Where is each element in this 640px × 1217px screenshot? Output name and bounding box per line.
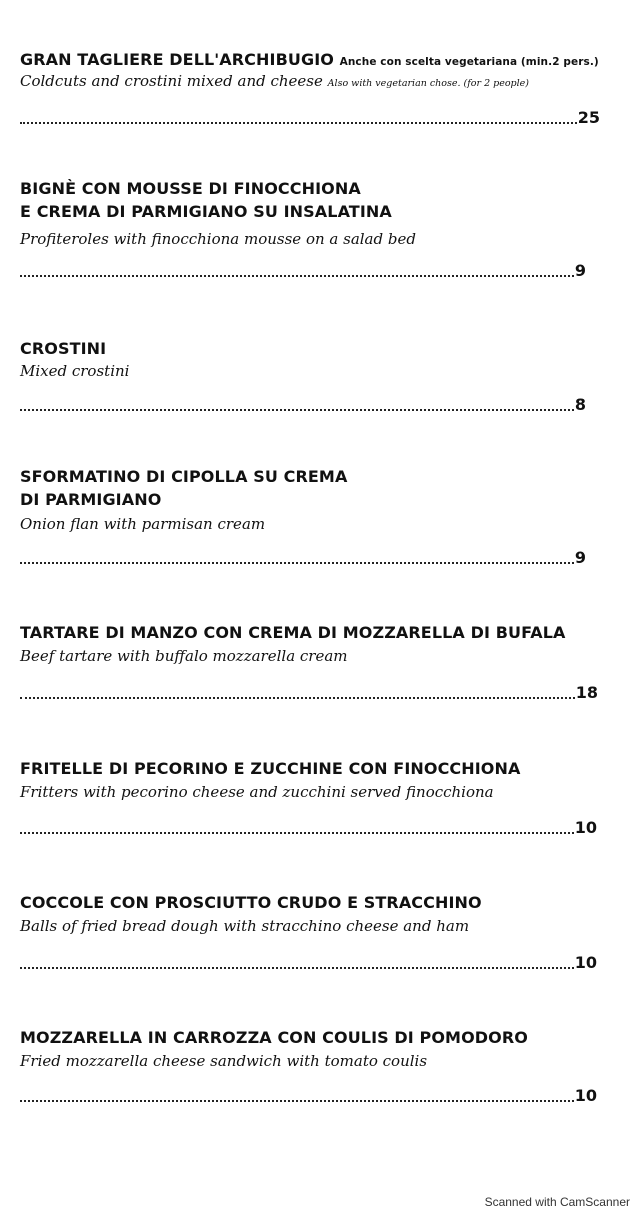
- price-row: [20, 953, 597, 973]
- menu-item: [20, 621, 600, 711]
- item-description: Mixed crostini: [20, 362, 130, 380]
- price-row: [20, 1086, 597, 1106]
- item-price: 9: [574, 261, 586, 280]
- item-price: 8: [574, 395, 586, 414]
- item-title-line: FRITELLE DI PECORINO E ZUCCHINE CON FINOCCHIONA: [20, 759, 521, 778]
- item-description: Fried mozzarella cheese sandwich with tomato coulis: [20, 1052, 428, 1070]
- item-description: Onion flan with parmisan cream: [20, 515, 266, 533]
- price-row: [20, 108, 600, 128]
- price-row: [20, 261, 586, 281]
- item-price: 10: [574, 818, 597, 837]
- item-price: 10: [574, 1086, 597, 1105]
- dot-leader: [20, 122, 577, 124]
- dot-leader: [20, 275, 574, 277]
- item-description-text: Coldcuts and crostini mixed and cheese: [20, 72, 323, 90]
- dot-leader: [20, 697, 575, 699]
- item-price: 25: [577, 108, 600, 127]
- item-description: [20, 71, 529, 94]
- item-description: Fritters with pecorino cheese and zucchini served finocchiona: [20, 783, 494, 801]
- price-row: [20, 818, 597, 838]
- item-description-note: Also with vegetarian chose. (for 2 people): [327, 78, 529, 89]
- item-description: Balls of fried bread dough with stracchino cheese and ham: [20, 917, 470, 935]
- dot-leader: [20, 1100, 574, 1102]
- item-title: [20, 757, 520, 780]
- item-title: [20, 337, 106, 360]
- menu-item: [20, 465, 600, 575]
- menu-item: [20, 891, 600, 981]
- item-description: Beef tartare with buffalo mozzarella cream: [20, 647, 348, 665]
- item-title-note: Anche con scelta vegetariana (min.2 pers.): [339, 56, 599, 68]
- dot-leader: [20, 967, 574, 969]
- item-price: 9: [574, 548, 586, 567]
- item-title-line: CROSTINI: [20, 339, 107, 358]
- item-title-line: TARTARE DI MANZO CON CREMA DI MOZZARELLA DI BUFALA: [20, 623, 566, 642]
- scanner-watermark: Scanned with CamScanner: [484, 1195, 630, 1209]
- item-title: [20, 177, 392, 223]
- dot-leader: [20, 832, 574, 834]
- item-title-line: GRAN TAGLIERE DELL'ARCHIBUGIO: [20, 50, 334, 69]
- item-title-line: MOZZARELLA IN CARROZZA CON COULIS DI POMODORO: [20, 1028, 528, 1047]
- item-price: 18: [575, 683, 598, 702]
- dot-leader: [20, 562, 574, 564]
- item-title-line: E CREMA DI PARMIGIANO SU INSALATINA: [20, 202, 392, 221]
- menu-item: [20, 177, 600, 287]
- menu-item: [20, 757, 600, 847]
- item-title-line: SFORMATINO DI CIPOLLA SU CREMA: [20, 467, 348, 486]
- item-price: 10: [574, 953, 597, 972]
- menu-item: [20, 1026, 600, 1116]
- item-title-line: BIGNÈ CON MOUSSE DI FINOCCHIONA: [20, 179, 361, 198]
- menu-item: [20, 48, 600, 132]
- price-row: [20, 395, 586, 415]
- item-title: [20, 465, 347, 511]
- item-title-line: COCCOLE CON PROSCIUTTO CRUDO E STRACCHINO: [20, 893, 482, 912]
- price-row: [20, 548, 586, 568]
- item-title-line: DI PARMIGIANO: [20, 490, 162, 509]
- menu-item: [20, 337, 600, 417]
- dot-leader: [20, 409, 574, 411]
- item-title: [20, 891, 482, 914]
- price-row: [20, 683, 598, 703]
- item-description: Profiteroles with finocchiona mousse on a salad bed: [20, 230, 416, 248]
- item-title: [20, 1026, 528, 1049]
- item-title: [20, 621, 566, 644]
